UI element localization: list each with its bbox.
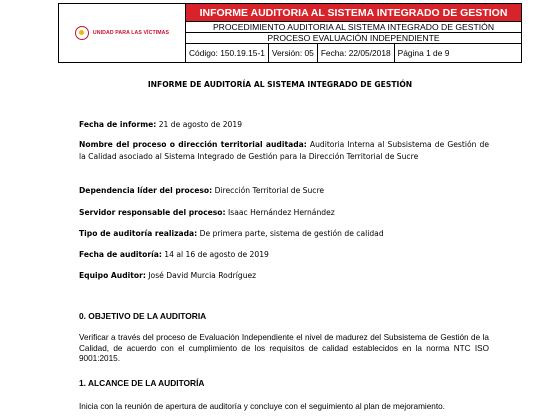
header-page: Página 1 de 9: [397, 48, 450, 58]
field-nombre-proceso: [79, 139, 489, 163]
header-code: Código: 150.19.15-1: [186, 44, 269, 62]
document-title: INFORME DE AUDITORÍA AL SISTEMA INTEGRADO DE GESTIÓN: [147, 80, 413, 89]
field-dependencia: [79, 185, 489, 197]
field-value: De primera parte, sistema de gestión de calidad: [197, 229, 384, 238]
seal-icon: [75, 26, 89, 40]
field-label: Tipo de auditoría realizada:: [79, 229, 198, 238]
logo-text: UNIDAD PARA LAS VÍCTIMAS: [92, 30, 170, 36]
field-value: Isaac Hernández Hernández: [225, 208, 335, 217]
field-label: Equipo Auditor:: [79, 271, 146, 280]
field-value: Auditoria Interna al Subsistema de Gestión de la Calidad asociado al Sistema Integrado de Gestión para la Dirección Territorial de Sucre: [79, 140, 489, 161]
field-label: Fecha de informe:: [79, 120, 157, 129]
field-value: José David Murcia Rodríguez: [145, 271, 257, 280]
header-version: Versión: 05: [269, 44, 318, 62]
field-label: Servidor responsable del proceso:: [79, 208, 226, 217]
section-objetivo-text: Verificar a través del proceso de Evaluación Independiente el nivel de madurez del Subsistema de Gestión de la Calidad, de acuerdo con el cumplimiento de los requisitos de calidad establecidos en la norma NTC ISO 9001:2015.: [79, 333, 489, 363]
header-title: INFORME AUDITORIA AL SISTEMA INTEGRADO DE GESTION: [186, 4, 521, 22]
header-meta-row: [186, 44, 521, 62]
field-tipo: [79, 228, 489, 240]
field-label: Dependencia líder del proceso:: [79, 186, 213, 195]
header-date: Fecha: 22/05/2018: [318, 44, 395, 62]
field-servidor: [79, 207, 489, 219]
field-label: Fecha de auditoría:: [79, 250, 162, 259]
section-objetivo-title: 0. OBJETIVO DE LA AUDITORIA: [79, 311, 207, 321]
field-fecha-informe: [79, 119, 489, 131]
section-alcance-title: 1. ALCANCE DE LA AUDITORÍA: [79, 378, 205, 388]
field-equipo: [79, 270, 489, 282]
header-process: PROCESO EVALUACIÓN INDEPENDIENTE: [186, 33, 521, 44]
header-procedure: PROCEDIMIENTO AUDITORIA AL SISTEMA INTEGRADO DE GESTIÓN: [186, 22, 521, 33]
field-fecha-auditoria: [79, 249, 489, 261]
logo: [59, 4, 186, 62]
field-value: 21 de agosto de 2019: [156, 120, 243, 129]
document-header: [58, 3, 522, 63]
field-label: Nombre del proceso o dirección territorial auditada:: [79, 140, 307, 149]
field-value: 14 al 16 de agosto de 2019: [161, 250, 269, 259]
section-alcance-text: Inicia con la reunión de apertura de auditoría y concluye con el seguimiento al plan de mejoramiento.: [79, 402, 445, 411]
field-value: Dirección Territorial de Sucre: [212, 186, 325, 195]
